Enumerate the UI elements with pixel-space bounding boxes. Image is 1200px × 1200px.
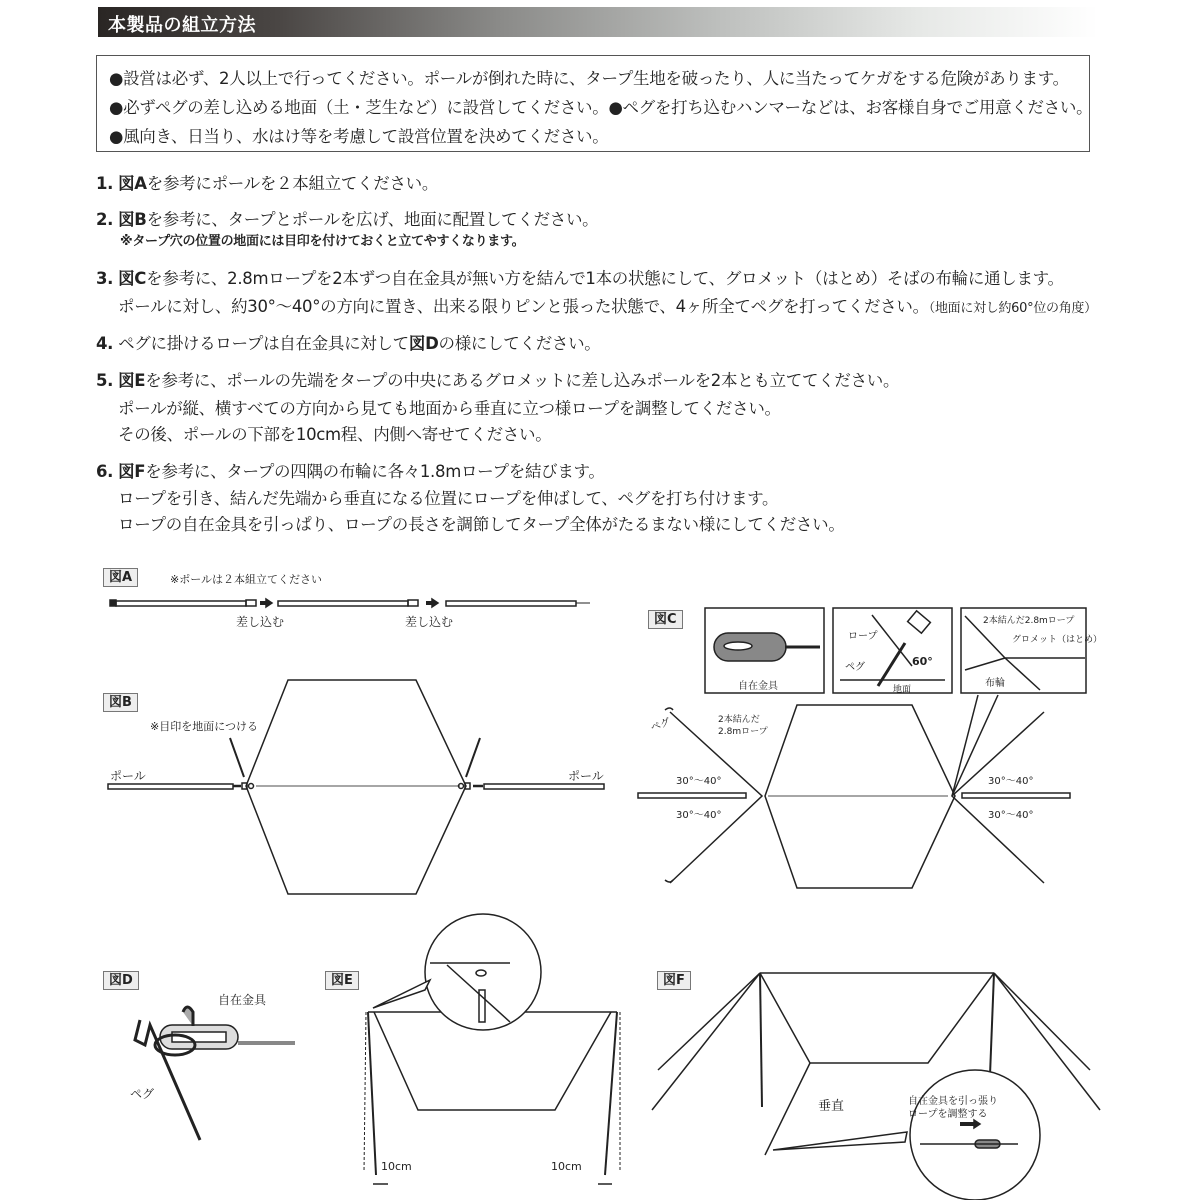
step-2: 2. 図Bを参考に、タープとポールを広げ、地面に配置してください。 [96, 210, 599, 229]
fig-c-diagram [638, 695, 1070, 888]
fig-b-label: 図B [103, 693, 138, 712]
fig-ref: 図C [118, 269, 147, 288]
fig-f-inset-line-2: ロープを調整する [908, 1109, 988, 1120]
fig-c-angle-label: 30°〜40° [988, 810, 1034, 821]
fig-c-rope-1: 2本結んだ [718, 715, 760, 725]
fig-c-ground: 地面 [893, 685, 912, 695]
fig-a-insert-label: 差し込む [236, 615, 285, 629]
fig-d-label: 図D [103, 971, 139, 990]
step-6-line-3: ロープの自在金具を引っぱり、ロープの長さを調節してタープ全体がたるまない様にしてください。 [118, 515, 845, 534]
fig-a-insert-label: 差し込む [405, 615, 454, 629]
fig-b-pole-left: ポール [110, 769, 146, 783]
section-title: 本製品の組立方法 [108, 15, 256, 36]
fig-ref: 図D [408, 334, 439, 353]
step-6: 6. 図Fを参考に、タープの四隅の布輪に各々1.8mロープを結びます。 [96, 462, 605, 481]
step-2-note: ※タープ穴の位置の地面には目印を付けておくと立てやすくなります。 [120, 234, 525, 249]
fig-f-vertical: 垂直 [818, 1099, 845, 1114]
fig-c-adjuster: 自在金具 [738, 681, 778, 692]
fig-c-grommet: グロメット（はとめ） [1012, 635, 1103, 645]
fig-f-inset-line-1: 自在金具を引っ張り [908, 1096, 998, 1107]
fig-ref: 図A [118, 174, 147, 193]
fig-a-label: 図A [103, 568, 138, 587]
caution-line: ●設営は必ず、2人以上で行ってください。ポールが倒れた時に、タープ生地を破ったり、人に当たってケガをする危険があります。 [109, 69, 1069, 88]
fig-c-angle-label: 30°〜40° [676, 776, 722, 787]
step-1: 1. 図Aを参考にポールを２本組立てください。 [96, 174, 439, 193]
fig-c-angle-label: 30°〜40° [676, 810, 722, 821]
step-5: 5. 図Eを参考に、ポールの先端をタープの中央にあるグロメットに差し込みポールを2本とも立ててください。 [96, 371, 900, 390]
fig-ref: 図B [118, 210, 147, 229]
fig-ref: 図F [118, 462, 146, 481]
fig-b-diagram [108, 680, 604, 894]
step-5-line-2: ポールが縦、横すべての方向から見ても地面から垂直に立つ様ロープを調整してください。 [118, 399, 781, 418]
step-4: 4. ペグに掛けるロープは自在金具に対して図Dの様にしてください。 [96, 334, 601, 353]
fig-c-label: 図C [648, 610, 683, 629]
fig-f-label: 図F [657, 971, 691, 990]
fig-f-diagram [652, 973, 1100, 1200]
fig-e-diagram [364, 914, 620, 1184]
step-3-line-2: ポールに対し、約30°〜40°の方向に置き、出来る限りピンと張った状態で、4ヶ所全てペグを打ってください。（地面に対し約60°位の角度） [118, 297, 1097, 316]
step-6-line-2: ロープを引き、結んだ先端から垂直になる位置にロープを伸ばして、ペグを打ち付けます。 [118, 489, 779, 508]
fig-e-label: 図E [325, 971, 359, 990]
fig-c-angle: 60° [912, 655, 933, 668]
fig-a-note: ※ポールは２本組立てください [170, 573, 322, 586]
caution-line: ●必ずペグの差し込める地面（土・芝生など）に設営してください。●ペグを打ち込むハンマーなどは、お客様自身でご用意ください。 [109, 98, 1093, 117]
fig-d-peg: ペグ [130, 1087, 155, 1101]
fig-d-diagram [135, 1007, 295, 1140]
fig-c-ring: 布輪 [985, 678, 1005, 689]
fig-e-dist-right: 10cm [551, 1160, 582, 1173]
fig-e-dist-left: 10cm [381, 1160, 412, 1173]
step-5-line-3: その後、ポールの下部を10cm程、内側へ寄せてください。 [118, 425, 552, 444]
fig-b-note: ※目印を地面につける [150, 720, 258, 733]
fig-c-rope-2: 2.8mロープ [718, 727, 768, 737]
fig-b-pole-right: ポール [568, 769, 604, 783]
fig-c-tied-rope: 2本結んだ2.8mロープ [983, 616, 1075, 626]
step-3: 3. 図Cを参考に、2.8mロープを2本ずつ自在金具が無い方を結んで1本の状態にして、グロメット（はとめ）そばの布輪に通します。 [96, 269, 1064, 288]
fig-ref: 図E [118, 371, 146, 390]
fig-c-rope: ロープ [848, 631, 878, 642]
fig-c-peg-main: ペグ [649, 716, 672, 734]
fig-d-adjuster: 自在金具 [218, 993, 267, 1007]
fig-c-angle-label: 30°〜40° [988, 776, 1034, 787]
caution-line: ●風向き、日当り、水はけ等を考慮して設営位置を決めてください。 [109, 127, 609, 146]
fig-c-peg: ペグ [845, 662, 865, 673]
fig-a-poles [110, 599, 590, 607]
